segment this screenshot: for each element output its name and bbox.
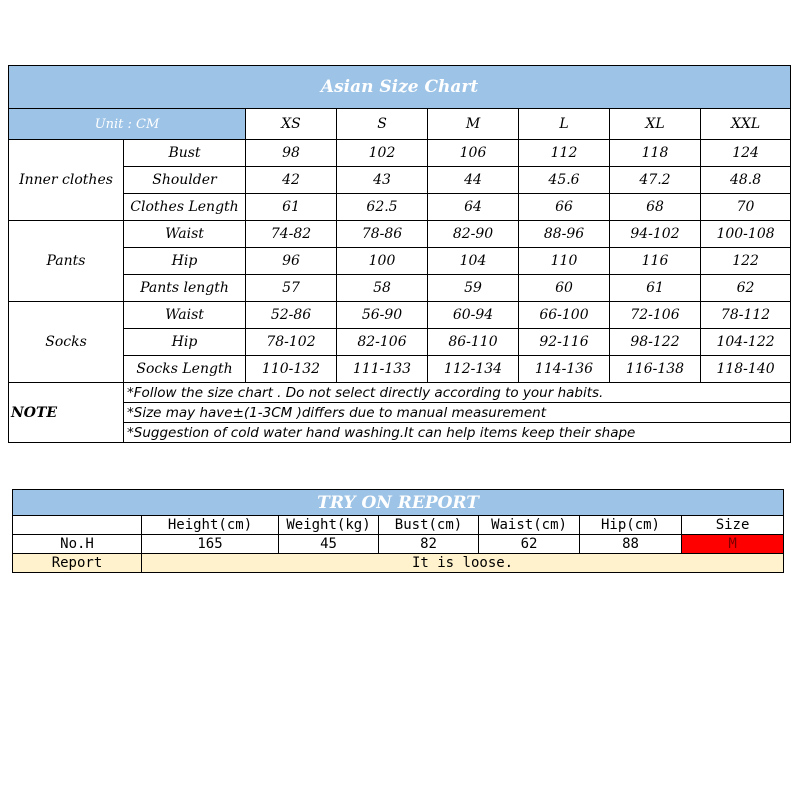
table-row bbox=[9, 140, 791, 167]
column-header: Hip(cm) bbox=[580, 516, 682, 535]
cell: 112-134 bbox=[428, 356, 519, 383]
table-row bbox=[9, 248, 791, 275]
size-header: S bbox=[337, 109, 428, 140]
row-label: Hip bbox=[124, 248, 246, 275]
cell: 114-136 bbox=[519, 356, 610, 383]
row-label: Waist bbox=[124, 221, 246, 248]
cell: 62 bbox=[479, 535, 580, 554]
cell: 72-106 bbox=[610, 302, 701, 329]
cell: 52-86 bbox=[246, 302, 337, 329]
size-chart-title: Asian Size Chart bbox=[9, 66, 791, 109]
cell: 111-133 bbox=[337, 356, 428, 383]
cell: 100-108 bbox=[701, 221, 791, 248]
cell: 86-110 bbox=[428, 329, 519, 356]
cell: 48.8 bbox=[701, 167, 791, 194]
cell: 61 bbox=[246, 194, 337, 221]
model-name: No.H bbox=[13, 535, 142, 554]
table-row bbox=[9, 356, 791, 383]
row-label: Hip bbox=[124, 329, 246, 356]
cell: 44 bbox=[428, 167, 519, 194]
cell: 45 bbox=[279, 535, 379, 554]
cell: 60 bbox=[519, 275, 610, 302]
cell: 66 bbox=[519, 194, 610, 221]
size-header: XXL bbox=[701, 109, 791, 140]
cell: 82-106 bbox=[337, 329, 428, 356]
cell: 78-86 bbox=[337, 221, 428, 248]
cell: 94-102 bbox=[610, 221, 701, 248]
cell: 122 bbox=[701, 248, 791, 275]
cell: 70 bbox=[701, 194, 791, 221]
cell: 118 bbox=[610, 140, 701, 167]
cell: 42 bbox=[246, 167, 337, 194]
report-row bbox=[13, 554, 784, 573]
cell: 118-140 bbox=[701, 356, 791, 383]
size-header: XL bbox=[610, 109, 701, 140]
table-row bbox=[13, 535, 784, 554]
cell: 96 bbox=[246, 248, 337, 275]
column-header: Weight(kg) bbox=[279, 516, 379, 535]
table-header-row bbox=[13, 516, 784, 535]
size-highlight-cell: M bbox=[682, 535, 784, 554]
size-chart-table bbox=[8, 65, 791, 443]
table-row bbox=[9, 302, 791, 329]
cell: 66-100 bbox=[519, 302, 610, 329]
cell: 43 bbox=[337, 167, 428, 194]
cell: 82-90 bbox=[428, 221, 519, 248]
cell: 165 bbox=[142, 535, 279, 554]
column-header: Size bbox=[682, 516, 784, 535]
row-label: Socks Length bbox=[124, 356, 246, 383]
size-header: L bbox=[519, 109, 610, 140]
column-header: Waist(cm) bbox=[479, 516, 580, 535]
cell: 47.2 bbox=[610, 167, 701, 194]
cell: 98-122 bbox=[610, 329, 701, 356]
cell: 64 bbox=[428, 194, 519, 221]
column-header: Height(cm) bbox=[142, 516, 279, 535]
table-row bbox=[9, 194, 791, 221]
cell: 102 bbox=[337, 140, 428, 167]
column-header: Bust(cm) bbox=[379, 516, 479, 535]
try-on-report-title: TRY ON REPORT bbox=[13, 490, 784, 516]
size-header: XS bbox=[246, 109, 337, 140]
table-row bbox=[9, 167, 791, 194]
cell: 68 bbox=[610, 194, 701, 221]
report-text: It is loose. bbox=[142, 554, 784, 573]
row-label: Shoulder bbox=[124, 167, 246, 194]
cell: 60-94 bbox=[428, 302, 519, 329]
group-label-inner-clothes: Inner clothes bbox=[9, 140, 124, 221]
row-label: Pants length bbox=[124, 275, 246, 302]
table-row bbox=[9, 275, 791, 302]
cell: 88 bbox=[580, 535, 682, 554]
note-line: *Follow the size chart . Do not select directly according to your habits. bbox=[124, 383, 791, 403]
cell: 92-116 bbox=[519, 329, 610, 356]
cell: 104 bbox=[428, 248, 519, 275]
cell: 100 bbox=[337, 248, 428, 275]
cell: 110-132 bbox=[246, 356, 337, 383]
size-header: M bbox=[428, 109, 519, 140]
table-row bbox=[9, 221, 791, 248]
cell: 74-82 bbox=[246, 221, 337, 248]
cell: 62 bbox=[701, 275, 791, 302]
row-label: Clothes Length bbox=[124, 194, 246, 221]
cell: 62.5 bbox=[337, 194, 428, 221]
cell: 57 bbox=[246, 275, 337, 302]
cell: 98 bbox=[246, 140, 337, 167]
cell: 58 bbox=[337, 275, 428, 302]
cell: 88-96 bbox=[519, 221, 610, 248]
cell: 78-112 bbox=[701, 302, 791, 329]
group-label-pants: Pants bbox=[9, 221, 124, 302]
row-label: Bust bbox=[124, 140, 246, 167]
cell: 124 bbox=[701, 140, 791, 167]
cell: 78-102 bbox=[246, 329, 337, 356]
note-label: NOTE bbox=[9, 383, 124, 443]
note-line: *Size may have±(1-3CM )differs due to manual measurement bbox=[124, 403, 791, 423]
unit-label: Unit : CM bbox=[9, 109, 246, 140]
header-blank bbox=[13, 516, 142, 535]
cell: 82 bbox=[379, 535, 479, 554]
cell: 104-122 bbox=[701, 329, 791, 356]
row-label: Waist bbox=[124, 302, 246, 329]
cell: 116 bbox=[610, 248, 701, 275]
cell: 59 bbox=[428, 275, 519, 302]
cell: 61 bbox=[610, 275, 701, 302]
cell: 110 bbox=[519, 248, 610, 275]
cell: 106 bbox=[428, 140, 519, 167]
table-row bbox=[9, 329, 791, 356]
cell: 112 bbox=[519, 140, 610, 167]
cell: 45.6 bbox=[519, 167, 610, 194]
report-label: Report bbox=[13, 554, 142, 573]
cell: 56-90 bbox=[337, 302, 428, 329]
note-line: *Suggestion of cold water hand washing.It can help items keep their shape bbox=[124, 423, 791, 443]
cell: 116-138 bbox=[610, 356, 701, 383]
try-on-report-table bbox=[12, 489, 784, 573]
group-label-socks: Socks bbox=[9, 302, 124, 383]
